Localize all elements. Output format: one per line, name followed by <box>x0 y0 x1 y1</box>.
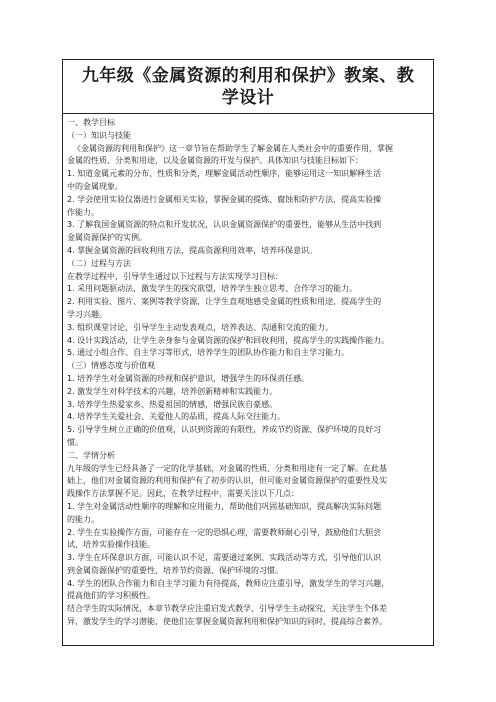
paragraph-line: 结合学生的实际情况，本章节教学应注重启发式教学，引导学生主动探究，关注学生个体差 <box>67 604 387 614</box>
paragraph-line: 《金属资源的利用和保护》这一章节旨在帮助学生了解金属在人类社会中的重要作用，掌握 <box>73 143 393 153</box>
list-item-line: 3. 培养学生热爱家乡、热爱祖国的情感，增强民族自豪感。 <box>67 399 278 409</box>
title-cell <box>63 60 433 114</box>
paragraph-line: 践操作方法掌握不足。因此，在教学过程中，需要关注以下几点： <box>67 489 299 499</box>
document-title-line-2: 学设计 <box>221 87 275 108</box>
list-item-line: 中的金属现象。 <box>67 181 123 191</box>
list-item-line: 试，培养实验操作技能。 <box>67 540 155 550</box>
list-item-line: 3. 组织课堂讨论，引导学生主动发表观点，培养表达、沟通和交流的能力。 <box>67 322 334 332</box>
list-item-line: 1. 采用问题驱动法，激发学生的探究欲望，培养学生独立思考、合作学习的能力。 <box>67 284 358 294</box>
paragraph-line: 异，激发学生的学习潜能，使他们在掌握金属资源利用和保护知识的同时，提高综合素养。 <box>67 617 387 627</box>
list-item-line: 4. 培养学生关爱社会、关爱他人的品质，提高人际交往能力。 <box>67 412 286 422</box>
subsection-heading: （一）知识与技能 <box>67 130 131 140</box>
list-item-line: 4. 设计实践活动，让学生亲身参与金属资源的保护和回收利用，提高学生的实践操作能力。 <box>67 335 390 345</box>
list-item-line: 2. 利用实验、图片、案例等教学资源，让学生直观地感受金属的性质和用途，提高学生的 <box>67 297 382 307</box>
list-item-line: 5. 引导学生树立正确的价值观，认识到资源的有限性，养成节约资源、保护环境的良好习 <box>67 425 382 435</box>
list-item-line: 4. 学生的团队合作能力和自主学习能力有待提高，教师应注重引导，激发学生的学习兴趣， <box>67 578 390 588</box>
list-item-line: 到金属资源保护的重要性，培养节约资源、保护环境的习惯。 <box>67 565 283 575</box>
list-item-line: 2. 学生在实验操作方面，可能存在一定的恐惧心理，需要教师耐心引导，鼓励他们大胆尝 <box>67 527 382 537</box>
content-cell <box>63 114 433 629</box>
paragraph-line: 金属的性质、分类和用途，以及金属资源的开发与保护。具体知识与技能目标如下： <box>67 156 363 166</box>
paragraph-line: 九年级的学生已经具备了一定的化学基础，对金属的性质、分类和用途有一定了解。在此基 <box>67 463 387 473</box>
list-item-line: 3. 学生在环保意识方面，可能认识不足，需要通过案例、实践活动等方式，引导他们认识 <box>67 553 382 563</box>
list-item-line: 金属资源保护的实例。 <box>67 233 147 243</box>
paragraph-line: 在教学过程中，引导学生通过以下过程与方法实现学习目标： <box>67 271 283 281</box>
list-item-line: 2. 学会使用实验仪器进行金属相关实验，掌握金属的提炼、腐蚀和防护方法，提高实验操 <box>67 194 382 204</box>
list-item-line: 的能力。 <box>67 514 99 524</box>
list-item-line: 1. 学生对金属活动性顺序的理解和应用能力，帮助他们巩固基础知识，提高解决实际问题 <box>67 501 382 511</box>
subsection-heading: （三）情感态度与价值观 <box>67 361 155 371</box>
list-item-line: 2. 激发学生对科学技术的兴趣，培养创新精神和实践能力。 <box>67 386 278 396</box>
document-table <box>62 59 434 646</box>
list-item-line: 提高他们的学习积极性。 <box>67 591 155 601</box>
list-item-line: 5. 通过小组合作、自主学习等形式，培养学生的团队协作能力和自主学习能力。 <box>67 348 350 358</box>
list-item-line: 作能力。 <box>67 207 99 217</box>
list-item-line: 学习兴趣。 <box>67 309 107 319</box>
paragraph-line: 础上，他们对金属资源的利用和保护有了初步的认识，但可能对金属资源保护的重要性及实 <box>67 476 387 486</box>
list-item-line: 1. 培养学生对金属资源的珍视和保护意识，增强学生的环保责任感。 <box>67 373 310 383</box>
document-title-line-1: 九年级《金属资源的利用和保护》教案、教 <box>81 65 415 86</box>
list-item-line: 1. 知道金属元素的分布、性质和分类，理解金属活动性顺序，能够运用这一知识解释生活 <box>67 169 382 179</box>
subsection-heading: （二）过程与方法 <box>67 258 131 268</box>
list-item-line: 4. 掌握金属资源的回收利用方法，提高资源利用效率，培养环保意识。 <box>67 245 318 255</box>
list-item-line: 3. 了解我国金属资源的特点和开发状况，认识金属资源保护的重要性，能够从生活中找到 <box>67 220 382 230</box>
section-heading: 一、教学目标 <box>67 118 115 127</box>
list-item-line: 惯。 <box>67 437 83 447</box>
section-heading: 二、学情分析 <box>67 450 115 460</box>
